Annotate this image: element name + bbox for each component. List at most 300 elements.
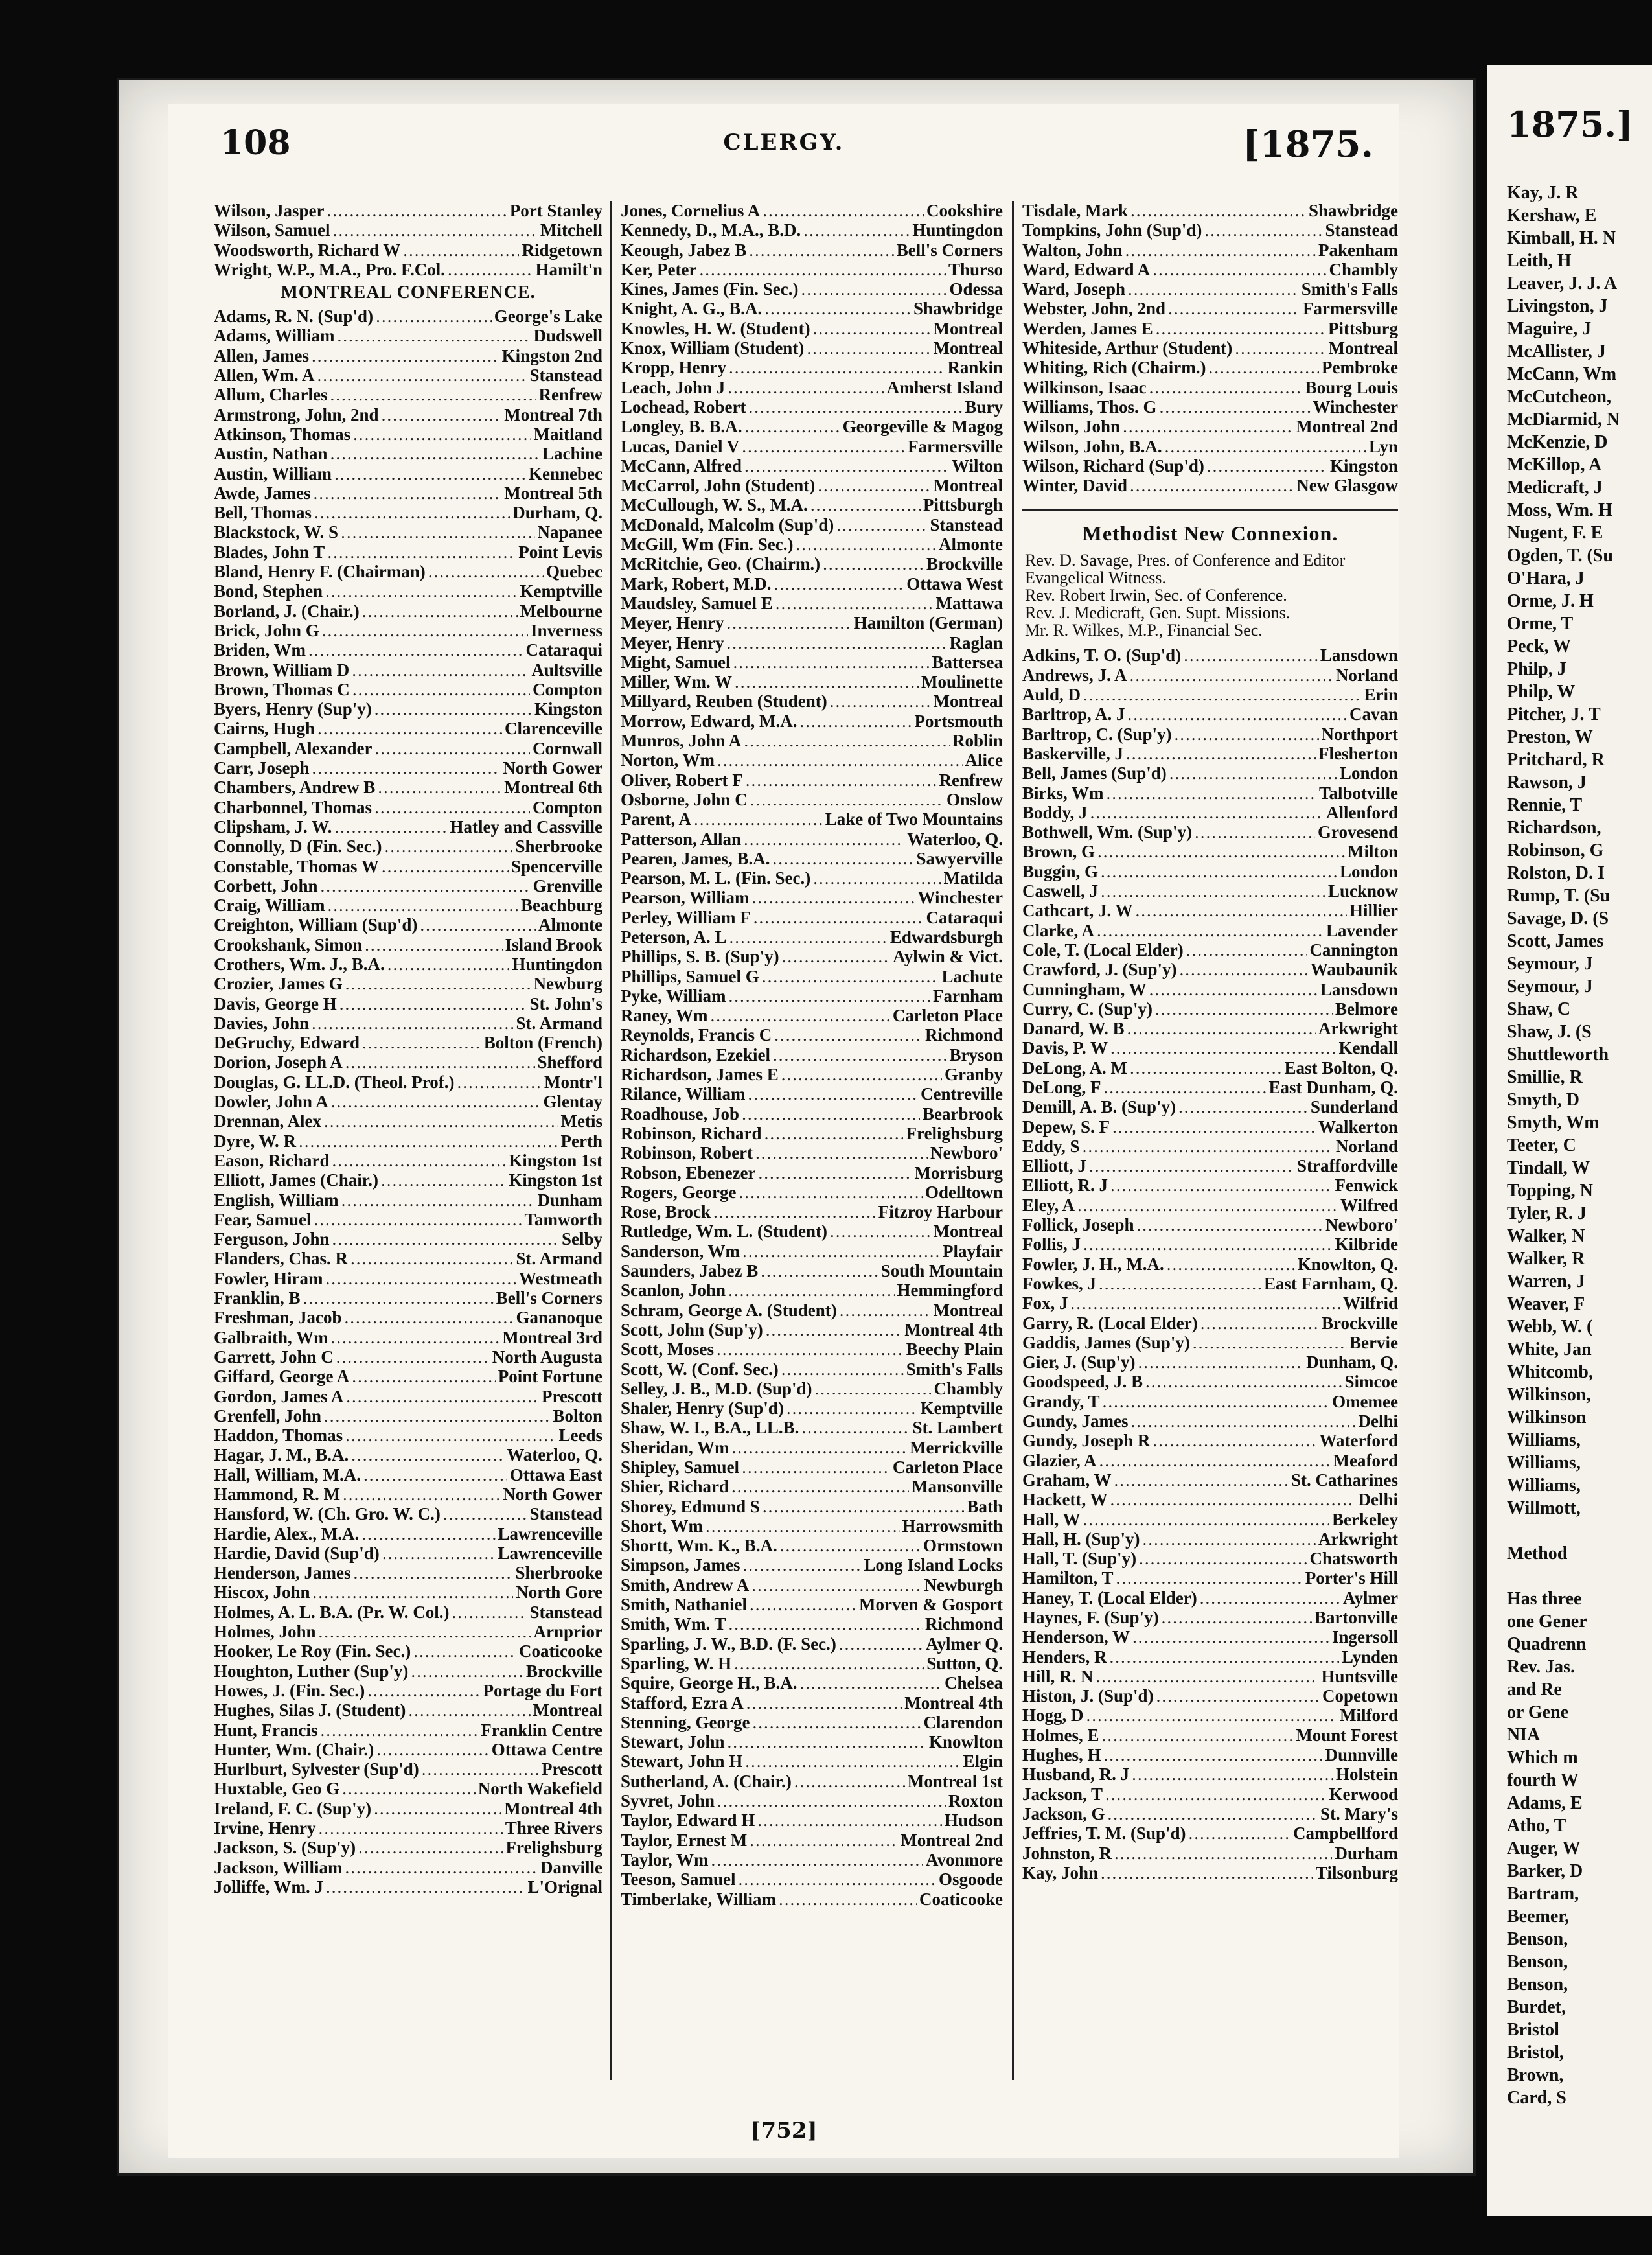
clergy-name: DeLong, F <box>1022 1077 1101 1097</box>
leader-dots <box>1110 1175 1333 1195</box>
directory-entry <box>214 1426 602 1445</box>
adjacent-page-line: Williams, <box>1507 1453 1581 1473</box>
clergy-name: Hamilton, T <box>1022 1568 1114 1588</box>
leader-dots <box>1180 960 1308 979</box>
directory-entry <box>214 483 602 503</box>
directory-entry <box>1022 299 1398 318</box>
adjacent-page-line: Brown, <box>1507 2065 1564 2085</box>
directory-entry <box>621 1575 1003 1595</box>
leader-dots <box>746 770 937 790</box>
leader-dots <box>365 935 503 954</box>
station-place: Bervie <box>1349 1332 1398 1352</box>
clergy-name: Adams, R. N. (Sup'd) <box>214 306 374 327</box>
station-place: Westmeath <box>519 1268 602 1288</box>
clergy-name: McCarrol, John (Student) <box>621 476 816 496</box>
clergy-name: Davis, George H <box>214 993 337 1013</box>
clergy-name: Hardie, David (Sup'd) <box>214 1543 380 1563</box>
leader-dots <box>796 535 936 554</box>
directory-entry <box>1022 744 1398 763</box>
station-place: Porter's Hill <box>1305 1568 1398 1588</box>
clergy-name: Smith, Andrew A <box>621 1575 750 1595</box>
station-place: Onslow <box>946 789 1003 809</box>
clergy-name: Garry, R. (Local Elder) <box>1022 1313 1198 1333</box>
directory-entry <box>621 1810 1003 1830</box>
directory-entry <box>1022 1785 1398 1804</box>
directory-entry <box>621 790 1003 809</box>
directory-entry <box>1022 319 1398 338</box>
leader-dots <box>381 1170 506 1190</box>
adjacent-page-line: Bartram, <box>1507 1884 1579 1904</box>
leader-dots <box>345 1308 514 1327</box>
clergy-name: Schram, George A. (Student) <box>621 1300 837 1320</box>
clergy-name: Wilson, Richard (Sup'd) <box>1022 456 1204 476</box>
directory-entry <box>621 1143 1003 1162</box>
clergy-name: Williams, Thos. G <box>1022 397 1157 417</box>
station-place: Quebec <box>546 562 602 582</box>
column-divider <box>610 201 612 2080</box>
station-place: Shefford <box>537 1052 602 1072</box>
clergy-name: Connolly, D (Fin. Sec.) <box>214 837 382 857</box>
adjacent-page-line: Leith, H <box>1507 251 1572 271</box>
station-place: Wilfrid <box>1342 1293 1398 1313</box>
adjacent-page-line: Bristol <box>1507 2020 1559 2040</box>
directory-entry <box>214 1131 602 1151</box>
clergy-name: Johnston, R <box>1022 1843 1112 1863</box>
leader-dots <box>1083 1234 1332 1254</box>
leader-dots <box>324 1111 558 1131</box>
clergy-name: Stenning, George <box>621 1712 750 1732</box>
leader-dots <box>1209 358 1320 377</box>
directory-entry <box>621 594 1003 613</box>
leader-dots <box>1107 783 1316 803</box>
leader-dots <box>1178 1097 1308 1116</box>
leader-dots <box>385 837 513 856</box>
adjacent-page-line: Maguire, J <box>1507 319 1592 339</box>
clergy-name: Reynolds, Francis C <box>621 1025 772 1045</box>
clergy-name: Phillips, S. B. (Sup'y) <box>621 947 779 967</box>
station-place: Winchester <box>917 888 1003 908</box>
station-place: Montreal <box>1328 338 1398 358</box>
directory-entry <box>214 1720 602 1740</box>
leader-dots <box>1132 1627 1329 1647</box>
directory-entry <box>1022 1764 1398 1784</box>
directory-entry <box>621 260 1003 279</box>
station-place: East Farnham, Q. <box>1263 1273 1398 1293</box>
leader-dots <box>308 640 523 660</box>
leader-dots <box>1235 338 1325 358</box>
leader-dots <box>352 660 529 680</box>
leader-dots <box>1149 980 1318 999</box>
directory-entry <box>1022 685 1398 704</box>
clergy-name: Curry, C. (Sup'y) <box>1022 999 1153 1019</box>
leader-dots <box>1200 1588 1340 1608</box>
directory-entry <box>1022 1392 1398 1411</box>
page-title: CLERGY. <box>723 130 845 156</box>
station-place: Brockville <box>1322 1313 1398 1333</box>
clergy-name: Hagar, J. M., B.A. <box>214 1445 349 1465</box>
leader-dots <box>1160 397 1311 417</box>
station-place: Perth <box>560 1131 602 1151</box>
station-place: Newboro' <box>1325 1215 1398 1235</box>
station-place: St. Lambert <box>912 1418 1003 1438</box>
entry-list <box>621 201 1003 1909</box>
station-place: Sherbrooke <box>515 837 602 857</box>
clergy-name: McCann, Alfred <box>621 456 742 476</box>
station-place: Prescott <box>542 1759 602 1779</box>
clergy-name: Richardson, Ezekiel <box>621 1045 771 1065</box>
leader-dots <box>751 1575 921 1595</box>
leader-dots <box>376 1740 489 1759</box>
adjacent-page-line: McDiarmid, N <box>1507 410 1620 430</box>
adjacent-page-line: Smyth, Wm <box>1507 1113 1600 1133</box>
leader-dots <box>312 758 501 778</box>
leader-dots <box>422 1759 539 1779</box>
leader-dots <box>428 562 544 581</box>
directory-entry <box>214 1563 602 1582</box>
clergy-name: Brick, John G <box>214 620 319 640</box>
directory-entry <box>621 986 1003 1006</box>
station-place: Arkwright <box>1318 1019 1398 1039</box>
station-place: Bury <box>965 397 1003 417</box>
station-place: Bolton (French) <box>483 1033 602 1053</box>
station-place: Northport <box>1321 724 1398 744</box>
directory-entry <box>1022 901 1398 920</box>
station-place: Gananoque <box>516 1308 602 1328</box>
clergy-name: Clipsham, J. W. <box>214 816 332 837</box>
adjacent-page-line: Kershaw, E <box>1507 205 1597 226</box>
clergy-name: Hughes, H <box>1022 1745 1101 1765</box>
station-place: Huntingdon <box>912 220 1003 240</box>
directory-entry <box>214 1249 602 1268</box>
leader-dots <box>762 967 939 986</box>
clergy-name: Franklin, B <box>214 1288 301 1308</box>
clergy-name: Sutherland, A. (Chair.) <box>621 1771 792 1791</box>
clergy-name: Craig, William <box>214 896 325 916</box>
leader-dots <box>1086 1706 1338 1725</box>
leader-dots <box>1130 201 1306 220</box>
adjacent-page-line: Ogden, T. (Su <box>1507 546 1613 566</box>
directory-entry <box>621 1772 1003 1791</box>
directory-entry <box>1022 822 1398 842</box>
station-place: Huntingdon <box>512 954 602 974</box>
clergy-name: Bell, Thomas <box>214 503 312 523</box>
leader-dots <box>354 1563 513 1582</box>
clergy-name: Winter, David <box>1022 476 1128 496</box>
clergy-name: Smith, Wm. T <box>621 1614 726 1634</box>
directory-entry <box>214 1799 602 1818</box>
station-place: Selby <box>561 1229 602 1249</box>
clergy-name: Allum, Charles <box>214 385 328 405</box>
leader-dots <box>840 1301 931 1320</box>
clergy-name: Sanderson, Wm <box>621 1241 740 1261</box>
directory-entry <box>1022 940 1398 960</box>
directory-entry <box>621 220 1003 240</box>
clergy-name: Scott, John (Sup'y) <box>621 1319 763 1339</box>
adjacent-page-line: Smyth, D <box>1507 1090 1580 1110</box>
adjacent-page-line: Benson, <box>1507 1929 1568 1949</box>
station-place: Sunderland <box>1310 1097 1398 1117</box>
station-place: North Augusta <box>492 1347 602 1367</box>
directory-entry <box>214 621 602 640</box>
station-place: London <box>1339 861 1398 881</box>
leader-dots <box>314 1210 522 1229</box>
leader-dots <box>717 1791 946 1810</box>
directory-entry <box>621 1045 1003 1065</box>
leader-dots <box>382 1544 496 1563</box>
clergy-name: Chambers, Andrew B <box>214 778 376 798</box>
directory-entry <box>214 1740 602 1759</box>
directory-entry <box>214 896 602 915</box>
clergy-name: Follick, Joseph <box>1022 1215 1134 1235</box>
clergy-name: Hunter, Wm. (Chair.) <box>214 1739 374 1759</box>
directory-entry <box>214 798 602 817</box>
directory-entry <box>214 1582 602 1602</box>
clergy-name: Gundy, Joseph R <box>1022 1431 1151 1451</box>
station-place: Farnham <box>933 986 1003 1006</box>
station-place: Roblin <box>952 731 1003 751</box>
clergy-name: Drennan, Alex <box>214 1111 322 1131</box>
clergy-name: Boddy, J <box>1022 802 1088 822</box>
directory-entry <box>1022 1647 1398 1667</box>
station-place: Cataraqui <box>525 640 602 660</box>
directory-entry <box>1022 1255 1398 1274</box>
officer-line: Mr. R. Wilkes, M.P., Financial Sec. <box>1025 621 1263 640</box>
leader-dots <box>774 574 904 594</box>
clergy-name: Haynes, F. (Sup'y) <box>1022 1608 1159 1627</box>
adjacent-page-line: Walker, N <box>1507 1226 1585 1246</box>
station-place: Bell's Corners <box>896 240 1003 260</box>
station-place: Amherst Island <box>886 377 1003 397</box>
station-place: Dunham, Q. <box>1306 1352 1398 1372</box>
clergy-name: Gier, J. (Sup'y) <box>1022 1352 1136 1372</box>
leader-dots <box>1207 456 1327 476</box>
leader-dots <box>328 896 518 915</box>
station-place: Rankin <box>947 358 1003 378</box>
clergy-name: Constable, Thomas W <box>214 856 379 876</box>
leader-dots <box>813 319 931 338</box>
leader-dots <box>1096 1667 1319 1686</box>
station-place: Montreal 1st <box>907 1771 1003 1791</box>
clergy-name: Short, Wm <box>621 1516 704 1536</box>
directory-entry <box>1022 1490 1398 1509</box>
directory-entry <box>214 346 602 365</box>
station-place: Melbourne <box>520 601 602 621</box>
directory-entry <box>621 653 1003 672</box>
leader-dots <box>374 699 532 719</box>
directory-entry <box>214 1052 602 1072</box>
clergy-name: Armstrong, John, 2nd <box>214 404 379 424</box>
station-place: Granby <box>944 1065 1003 1085</box>
directory-entry <box>621 1752 1003 1771</box>
station-place: Montreal <box>933 1221 1003 1242</box>
directory-entry <box>621 201 1003 220</box>
station-place: Winchester <box>1313 397 1398 417</box>
clergy-name: Cunningham, W <box>1022 979 1147 999</box>
clergy-name: Millyard, Reuben (Student) <box>621 691 827 711</box>
leader-dots <box>830 1221 930 1241</box>
station-place: Huntsville <box>1321 1666 1398 1686</box>
directory-entry <box>1022 1078 1398 1097</box>
leader-dots <box>1169 763 1337 783</box>
directory-entry <box>621 1379 1003 1398</box>
clergy-name: Wilson, John, B.A. <box>1022 436 1162 456</box>
leader-dots <box>1103 1392 1330 1411</box>
station-place: Brockville <box>526 1661 602 1681</box>
entry-list <box>1022 201 1398 495</box>
station-place: Ingersoll <box>1331 1627 1398 1647</box>
station-place: Stanstead <box>529 1602 602 1622</box>
leader-dots <box>699 260 946 279</box>
leader-dots <box>810 495 921 515</box>
directory-entry <box>621 1614 1003 1634</box>
clergy-name: Hooker, Le Roy (Fin. Sec.) <box>214 1641 411 1661</box>
directory-entry <box>621 1536 1003 1555</box>
leader-dots <box>1165 437 1366 456</box>
station-place: Bath <box>967 1496 1003 1516</box>
adjacent-page-line: Atho, T <box>1507 1816 1566 1836</box>
directory-entry <box>214 1465 602 1485</box>
clergy-name: Douglas, G. LL.D. (Theol. Prof.) <box>214 1072 455 1092</box>
directory-entry <box>214 601 602 621</box>
clergy-name: Hardie, Alex., M.A. <box>214 1523 360 1544</box>
clergy-name: Henders, R <box>1022 1647 1107 1667</box>
station-place: Montreal 2nd <box>1296 417 1398 437</box>
leader-dots <box>322 621 528 640</box>
leader-dots <box>711 1850 923 1869</box>
directory-entry <box>214 935 602 954</box>
clergy-name: Bland, Henry F. (Chairman) <box>214 562 426 582</box>
directory-entry <box>1022 1234 1398 1254</box>
adjacent-page-line: Has three <box>1507 1589 1582 1609</box>
leader-dots <box>1130 1058 1281 1078</box>
clergy-name: Parent, A <box>621 809 691 829</box>
clergy-name: Holmes, John <box>214 1622 316 1642</box>
leader-dots <box>420 915 536 934</box>
station-place: Bolton <box>553 1405 602 1426</box>
clergy-name: Shortt, Wm. K., B.A. <box>621 1536 777 1556</box>
clergy-name: Elliott, J <box>1022 1156 1086 1176</box>
clergy-name: Jolliffe, Wm. J <box>214 1877 323 1897</box>
leader-dots <box>773 1045 946 1065</box>
directory-entry <box>621 691 1003 711</box>
leader-dots <box>313 1582 514 1602</box>
station-place: Centreville <box>921 1084 1003 1104</box>
clergy-name: Robson, Ebenezer <box>621 1162 756 1183</box>
clergy-name: Fox, J <box>1022 1293 1068 1313</box>
directory-entry <box>214 385 602 404</box>
adjacent-page-line: Shaw, J. (S <box>1507 1022 1592 1042</box>
leader-dots <box>362 1033 481 1052</box>
directory-entry <box>214 974 602 993</box>
clergy-name: Wilkinson, Isaac <box>1022 377 1147 397</box>
clergy-name: Hansford, W. (Ch. Gro. W. C.) <box>214 1504 441 1524</box>
clergy-name: Patterson, Allan <box>621 829 741 849</box>
leader-dots <box>317 719 502 738</box>
station-place: Brockville <box>926 554 1003 574</box>
leader-dots <box>1099 1274 1261 1293</box>
clergy-name: Pearson, M. L. (Fin. Sec.) <box>621 868 811 888</box>
station-place: Kemptville <box>920 1398 1003 1418</box>
clergy-name: Wilson, Jasper <box>214 201 325 220</box>
station-place: St. Armand <box>516 1013 602 1033</box>
directory-entry <box>214 1111 602 1131</box>
leader-dots <box>1090 803 1324 822</box>
station-place: Odelltown <box>924 1182 1003 1202</box>
clergy-name: Hackett, W <box>1022 1490 1108 1510</box>
station-place: Harrowsmith <box>902 1516 1003 1536</box>
leader-dots <box>749 240 894 260</box>
directory-entry <box>621 397 1003 417</box>
directory-entry <box>214 306 602 326</box>
leader-dots <box>726 633 946 653</box>
directory-entry <box>621 1673 1003 1693</box>
clergy-name: Jackson, S. (Sup'y) <box>214 1838 356 1858</box>
directory-entry <box>621 927 1003 947</box>
directory-entry <box>214 699 602 719</box>
leader-dots <box>363 1465 507 1485</box>
leader-dots <box>839 1634 923 1654</box>
clergy-name: Brown, Thomas C <box>214 679 350 699</box>
leader-dots <box>1083 1510 1330 1529</box>
leader-dots <box>1099 1451 1331 1470</box>
directory-entry <box>214 994 602 1013</box>
directory-entry <box>621 967 1003 986</box>
clergy-name: Taylor, Edward H <box>621 1810 755 1831</box>
directory-entry <box>621 1869 1003 1889</box>
directory-entry <box>621 1242 1003 1261</box>
leader-dots <box>1110 1038 1336 1058</box>
leader-dots <box>717 1339 904 1359</box>
station-place: Grovesend <box>1317 822 1398 842</box>
leader-dots <box>350 1249 513 1268</box>
directory-entry <box>621 378 1003 397</box>
leader-dots <box>807 338 930 358</box>
directory-entry <box>1022 881 1398 901</box>
leader-dots <box>786 1398 918 1418</box>
directory-entry <box>1022 476 1398 495</box>
adjacent-page-line <box>1507 1520 1620 1542</box>
station-place: Cookshire <box>926 201 1003 220</box>
leader-dots <box>1193 1333 1347 1352</box>
directory-entry <box>214 1013 602 1033</box>
clergy-name: Hiscox, John <box>214 1582 310 1602</box>
station-place: Alice <box>965 750 1003 770</box>
leader-dots <box>325 1269 516 1288</box>
directory-entry <box>214 1504 602 1523</box>
directory-entry <box>621 809 1003 829</box>
leader-dots <box>1071 1293 1340 1313</box>
directory-entry <box>214 857 602 876</box>
clergy-name: Briden, Wm <box>214 640 306 660</box>
clergy-name: Gaddis, James (Sup'y) <box>1022 1332 1190 1352</box>
clergy-name: Clarke, A <box>1022 920 1094 940</box>
adjacent-page-line: Burdet, <box>1507 1997 1566 2017</box>
directory-entry <box>214 778 602 797</box>
leader-dots <box>743 1555 862 1575</box>
station-place: Hatley and Cassville <box>450 816 602 837</box>
station-place: L'Orignal <box>527 1877 602 1897</box>
station-place: Stanstead <box>529 365 602 386</box>
leader-dots <box>803 220 910 240</box>
leader-dots <box>735 672 919 691</box>
adjacent-page-line: Willmott, <box>1507 1498 1581 1518</box>
directory-entry <box>1022 1333 1398 1352</box>
adjacent-page-line: Peck, W <box>1507 636 1572 656</box>
station-place: Bell's Corners <box>496 1288 602 1308</box>
adjacent-page-line: McCutcheon, <box>1507 387 1611 407</box>
station-place: Lucknow <box>1327 881 1398 901</box>
clergy-name: Ward, Joseph <box>1022 279 1126 299</box>
